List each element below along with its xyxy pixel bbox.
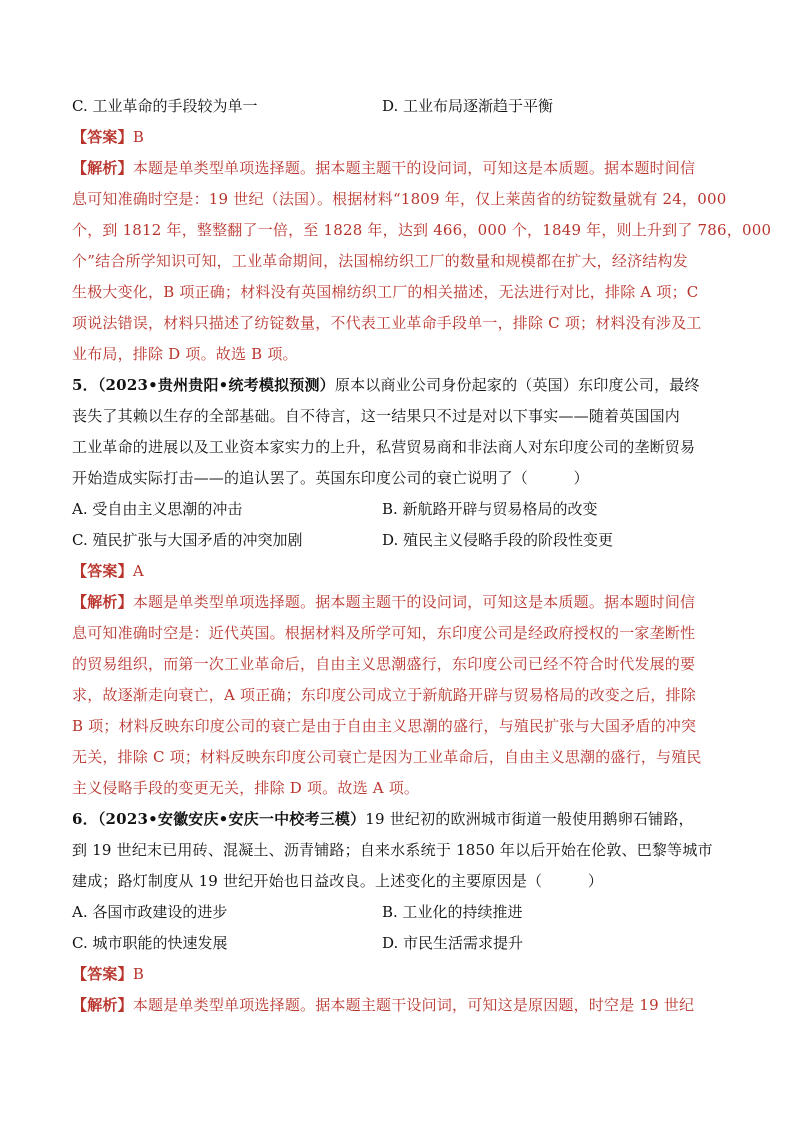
q4-analysis-line: 息可知准确时空是：19 世纪（法国）。根据材料“1809 年，仅上莱茵省的纺锭数量就有 24，000	[72, 190, 727, 208]
q6-stem-line: 到 19 世纪末已用砖、混凝土、沥青铺路；自来水系统于 1850 年以后开始在伦敦、巴黎等城市	[72, 841, 713, 859]
q6-stem-line	[72, 809, 722, 829]
q6-stem-line: 建成；路灯制度从 19 世纪开始也日益改良。上述变化的主要原因是（ ）	[72, 872, 604, 890]
q6-option-c: C. 城市职能的快速发展	[72, 934, 228, 952]
q4-answer	[72, 127, 722, 147]
q5-analysis-line: 息可知准确时空是：近代英国。根据材料及所学可知，东印度公司是经政府授权的一家垄断性	[72, 624, 696, 642]
q4-analysis-line: 个，到 1812 年，整整翻了一倍，至 1828 年，达到 466，000 个，1849 年，则上升到了 786，000	[72, 221, 772, 239]
stem-text: 原本以商业公司身份起家的（英国）东印度公司，最终	[334, 376, 700, 394]
analysis-text: 本题是单类型单项选择题。据本题主题干的设问词，可知这是本质题。据本题时间信	[132, 593, 696, 611]
answer-tag: 【答案】	[72, 128, 133, 146]
analysis-text: 本题是单类型单项选择题。据本题主题干的设问词，可知这是本质题。据本题时间信	[132, 159, 696, 177]
q4-option-c: C. 工业革命的手段较为单一	[72, 97, 258, 115]
answer-value: B	[132, 128, 145, 146]
q5-analysis-line	[72, 592, 722, 612]
question-number: 6．	[72, 810, 98, 828]
question-source: （2023•贵州贵阳•统考模拟预测）	[97, 376, 335, 394]
q5-stem-line: 开始造成实际打击——的追认罢了。英国东印度公司的衰亡说明了（ ）	[72, 469, 589, 487]
q5-stem-line: 工业革命的进展以及工业资本家实力的上升，私营贸易商和非法商人对东印度公司的垄断贸易	[72, 438, 696, 456]
q5-option-c: C. 殖民扩张与大国矛盾的冲突加剧	[72, 531, 303, 549]
analysis-tag: 【解析】	[72, 159, 133, 177]
q5-option-d: D. 殖民主义侵略手段的阶段性变更	[382, 531, 614, 549]
q5-option-b: B. 新航路开辟与贸易格局的改变	[382, 500, 598, 518]
analysis-tag: 【解析】	[72, 593, 133, 611]
q5-analysis-line: 的贸易组织，而第一次工业革命后，自由主义思潮盛行，东印度公司已经不符合时代发展的要	[72, 655, 696, 673]
q6-option-a: A. 各国市政建设的进步	[72, 903, 228, 921]
answer-value: B	[132, 965, 145, 983]
q5-analysis-line: 求，故逐渐走向衰亡，A 项正确；东印度公司成立于新航路开辟与贸易格局的改变之后，排除	[72, 686, 697, 704]
q4-analysis-line: 业布局，排除 D 项。故选 B 项。	[72, 345, 298, 363]
q4-analysis-line	[72, 158, 722, 178]
stem-text: 19 世纪初的欧洲城市街道一般使用鹅卵石铺路，	[365, 810, 694, 828]
q5-analysis-line: 主义侵略手段的变更无关，排除 D 项。故选 A 项。	[72, 779, 420, 797]
q4-option-d: D. 工业布局逐渐趋于平衡	[382, 97, 554, 115]
q5-analysis-line: 无关，排除 C 项；材料反映东印度公司衰亡是因为工业革命后，自由主义思潮的盛行，与殖民	[72, 748, 702, 766]
q5-answer	[72, 561, 722, 581]
question-source: （2023•安徽安庆•安庆一中校考三模）	[97, 810, 366, 828]
q5-stem-line	[72, 375, 722, 395]
q5-analysis-line: B 项；材料反映东印度公司的衰亡是由于自由主义思潮的盛行，与殖民扩张与大国矛盾的冲突	[72, 717, 697, 735]
question-number: 5．	[72, 376, 98, 394]
q4-analysis-line: 项说法错误，材料只描述了纺锭数量，不代表工业革命手段单一，排除 C 项；材料没有涉及工	[72, 314, 702, 332]
answer-tag: 【答案】	[72, 562, 133, 580]
q5-stem-line: 丧失了其赖以生存的全部基础。自不待言，这一结果只不过是对以下事实——随着英国国内	[72, 407, 681, 425]
q4-analysis-line: 生极大变化，B 项正确；材料没有英国棉纺织工厂的相关描述，无法进行对比，排除 A 项；C	[72, 283, 699, 301]
answer-tag: 【答案】	[72, 965, 133, 983]
analysis-text: 本题是单类型单项选择题。据本题主题干设问词，可知这是原因题，时空是 19 世纪	[132, 996, 695, 1014]
q6-option-b: B. 工业化的持续推进	[382, 903, 523, 921]
q6-answer	[72, 964, 722, 984]
q5-option-a: A. 受自由主义思潮的冲击	[72, 500, 243, 518]
q4-analysis-line: 个”结合所学知识可知，工业革命期间，法国棉纺织工厂的数量和规模都在扩大，经济结构发	[72, 252, 688, 270]
analysis-tag: 【解析】	[72, 996, 133, 1014]
answer-value: A	[132, 562, 144, 580]
q6-option-d: D. 市民生活需求提升	[382, 934, 524, 952]
q6-analysis-line	[72, 995, 722, 1015]
